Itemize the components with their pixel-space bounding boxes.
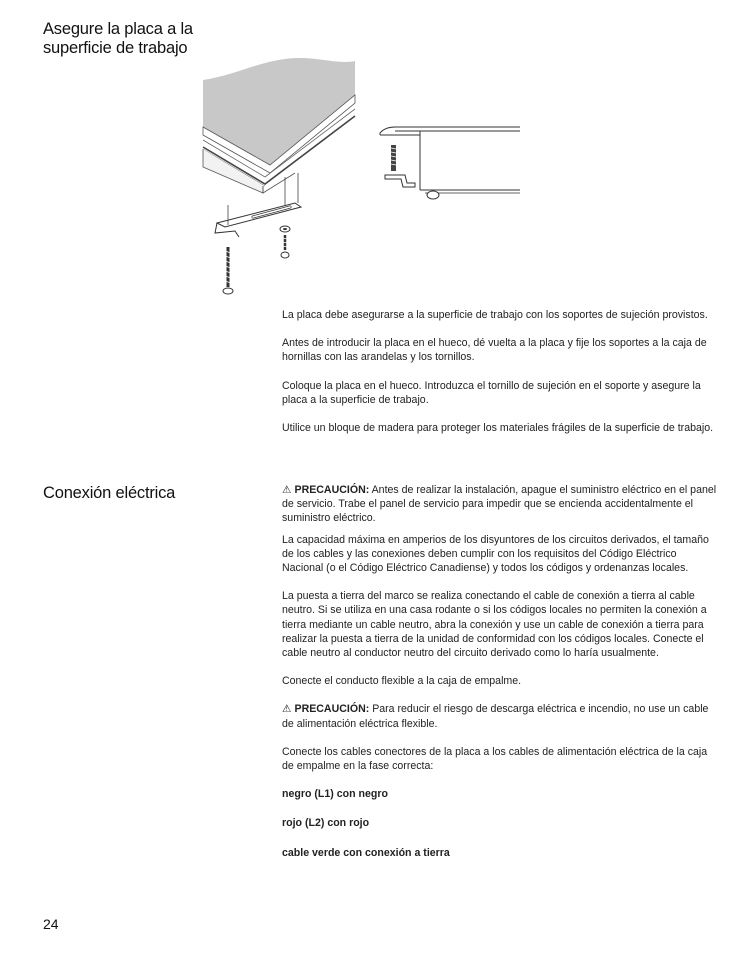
connection-item: negro (L1) con negro: [282, 788, 388, 801]
page-number: 24: [43, 916, 59, 932]
section-heading-electrical-connection: Conexión eléctrica: [43, 484, 176, 502]
paragraph: Antes de introducir la placa en el hueco, dé vuelta a la placa y fije los soportes a la caja de hornillas con las arandelas y los tornillos.: [282, 337, 707, 364]
paragraph: La placa debe asegurarse a la superficie de trabajo con los soportes de sujeción provistos.: [282, 309, 708, 321]
long-screw: [223, 247, 233, 294]
washer-and-screw: [280, 226, 290, 258]
cross-section-detail: [380, 127, 520, 199]
paragraph: Utilice un bloque de madera para proteger los materiales frágiles de la superficie de trabajo.: [282, 422, 714, 435]
caution-text: Antes de realizar la instalación, apague el suministro eléctrico en el panel de servicio. Trabe el panel de servicio para impedir que se encienda accidentalmente el suministro eléctrico.: [282, 484, 717, 525]
connection-item: cable verde con conexión a tierra: [282, 846, 450, 859]
mounting-bracket-illustration: [195, 55, 525, 300]
caution-label: PRECAUCIÓN:: [294, 484, 370, 496]
countertop-surface: [203, 58, 355, 165]
paragraph: La capacidad máxima en amperios de los disyuntores de los circuitos derivados, el tamaño de los cables y las conexiones deben cumplir con los requisitos del Código Eléctrico Nacional (o el Código Eléctrico Canadiense) y todos los códigos y ordenanzas locales.: [282, 533, 709, 575]
caution-text: Para reducir el riesgo de descarga eléctrica e incendio, no use un cable de alimentación eléctrica flexible.: [282, 703, 709, 730]
caution-note: [282, 702, 718, 730]
paragraph: Conecte los cables conectores de la placa a los cables de alimentación eléctrica de la caja de empalme en la fase correcta:: [282, 745, 708, 773]
paragraph: Conecte el conducto flexible a la caja de empalme.: [282, 675, 522, 688]
connection-item: rojo (L2) con rojo: [282, 817, 370, 830]
caution-label: PRECAUCIÓN:: [294, 703, 370, 716]
paragraph: Coloque la placa en el hueco. Introduzca el tornillo de sujeción en el soporte y asegure la placa a la superficie de trabajo.: [282, 379, 701, 406]
warning-triangle-icon: ⚠: [282, 484, 292, 496]
caution-note: [282, 483, 718, 526]
paragraph: La puesta a tierra del marco se realiza conectando el cable de conexión a tierra al cable neutro. Si se utiliza en una casa rodante o si los códigos locales no permiten la conexión a tierra mediante un cable neutro, abra la conexión y use un cable de conexión a tierra para realizar la puesta a tierra de la unidad de conformidad con los códigos locales. Conecte el cable neutro al conductor neutro del circuito derivado como lo haría usualmente.: [282, 590, 707, 660]
section-heading-secure-cooktop: Asegure la placa a la superficie de trabajo: [43, 20, 193, 57]
section2-body: [282, 483, 718, 860]
warning-triangle-icon: ⚠: [282, 703, 292, 716]
section1-body: [282, 308, 718, 435]
